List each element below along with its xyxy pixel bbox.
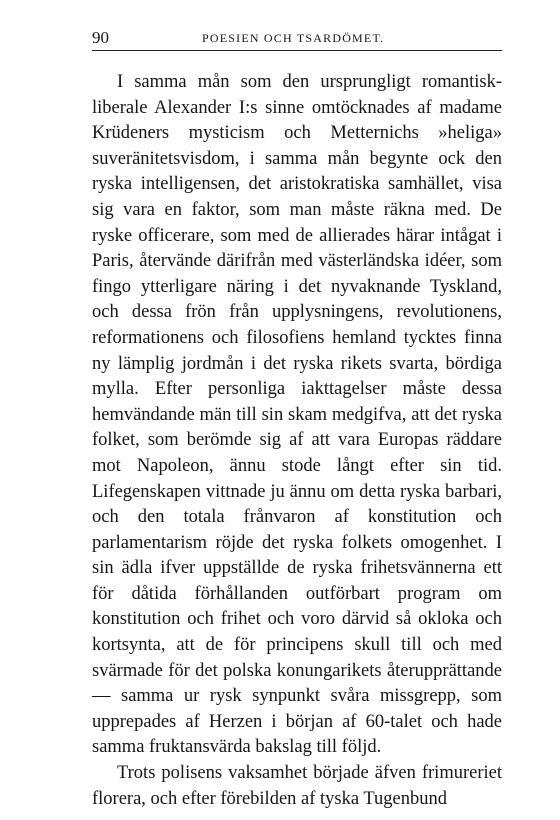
page-number: 90 — [92, 28, 109, 47]
paragraph: Trots polisens vaksamhet började äfven frimureriet florera, och efter förebilden af tyska Tugenbund — [92, 763, 502, 809]
running-title: POESIEN OCH TSARDÖMET. — [202, 31, 385, 45]
page-header — [92, 22, 502, 51]
body-text — [92, 70, 502, 812]
paragraph: I samma mån som den ursprungligt romantisk-liberale Alexander I:s sinne omtöcknades af madame Krüdeners mysticism och Metternichs »heliga» suveränitetsvisdom, i samma mån begynte ock den ryska intelligensen, det aristokratiska samhället, visa sig vara en faktor, som man måste räkna med. De ryske officerare, som med de allierades härar intågat i Paris, återvände därifrån med västerländska idéer, som fingo ytterligare näring i det nyvaknande Tyskland, och dessa frön från upplysningens, revolutionens, reformationens och filosofiens hemland tycktes finna ny lämplig jordmån i det ryska rikets svarta, bördiga mylla. Efter personliga iakttagelser måste dessa hemvändande män till sin skam medgifva, att det ryska folket, som berömde sig af att vara Europas räddare mot Napoleon, ännu stode långt efter sin tid. Lifegenskapen vittnade ju ännu om detta ryska barbari, och den totala frånvaron af konstitution och parlamentarism röjde det ryska folkets omogenhet. I sin ädla ifver uppställde de ryska frihetsvännerna ett för dåtida förhållanden outförbart program om konstitution och frihet och voro därvid så okloka och kortsynta, att de för principens skull till och med svärmade för det polska konungarikets återupprättande — samma ur rysk synpunkt svåra missgrepp, som upprepades af Herzen i början af 60-talet och hade samma fruktansvärda bakslag till följd. — [92, 72, 502, 758]
